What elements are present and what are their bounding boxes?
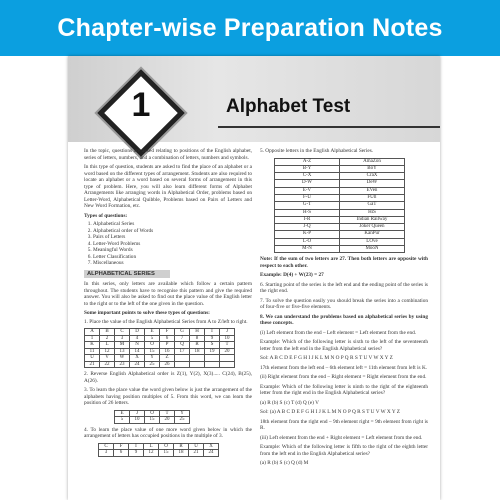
table-cell: F xyxy=(160,329,175,336)
table-cell: 18 xyxy=(174,450,189,457)
table-cell: J-Q xyxy=(275,224,340,231)
table-row xyxy=(275,246,405,253)
table-cell: LOve xyxy=(340,238,405,245)
table-cell: 12 xyxy=(100,348,115,355)
right-column xyxy=(260,148,428,470)
table-cell: FUll xyxy=(340,194,405,201)
table-cell: 5 xyxy=(145,335,160,342)
solution-sequence-1: Sol: A B C D E F G H I J K L M N O P Q R S T U V W X Y Z xyxy=(260,355,393,362)
table-row xyxy=(275,158,405,165)
table-cell: 24 xyxy=(130,361,145,368)
table-cell: I-R xyxy=(275,216,340,223)
table-cell: 10 xyxy=(220,335,235,342)
table-cell: C-X xyxy=(275,173,340,180)
table-row xyxy=(275,187,405,194)
table-cell: J xyxy=(220,329,235,336)
table-cell: 15 xyxy=(145,348,160,355)
solution-sequence-2: Sol: (a) A B C D E F G H I J K L M N O P Q R S T U V W X Y Z xyxy=(260,409,401,416)
table-cell: 18 xyxy=(190,348,205,355)
table-cell: 15 xyxy=(159,450,174,457)
table-cell: 25 xyxy=(175,417,190,424)
table-cell: C xyxy=(99,443,114,450)
table-row xyxy=(99,450,219,457)
table-cell: T xyxy=(160,410,175,417)
table-cell: G xyxy=(175,329,190,336)
table-cell: S xyxy=(205,342,220,349)
table-cell: W xyxy=(115,355,130,362)
list-item: 2. Alphabetical order of Words xyxy=(93,228,252,235)
left-column xyxy=(84,148,252,460)
table-cell: H xyxy=(190,329,205,336)
table-cell: HiS xyxy=(340,209,405,216)
list-item: 1. Alphabetical Series xyxy=(93,221,252,228)
table-cell: 19 xyxy=(205,348,220,355)
point-8: 8. We can understand the problems based on alphabetical series by using these concepts. xyxy=(260,313,428,327)
table-cell: KanPur xyxy=(340,231,405,238)
table-row xyxy=(85,361,235,368)
solution-text-2: 18th element from the right end – 9th element right = 9th element from right is R. xyxy=(260,418,428,432)
points-title: Some important points to solve these types of questions: xyxy=(84,310,210,316)
table-cell: A-Z xyxy=(275,158,340,165)
table-cell: L xyxy=(100,342,115,349)
options-2: (a) R (b) S (c) Q (d) M xyxy=(260,460,309,467)
table-cell: MooN xyxy=(340,246,405,253)
table-row xyxy=(275,202,405,209)
table-row xyxy=(275,238,405,245)
table-cell: T xyxy=(220,342,235,349)
list-item: 3. Pairs of Letters xyxy=(93,234,252,241)
table-cell: 25 xyxy=(145,361,160,368)
section-heading: ALPHABETICAL SERIES xyxy=(84,270,170,279)
table-cell: 14 xyxy=(130,348,145,355)
table-cell: 1 xyxy=(85,335,100,342)
table-cell: I xyxy=(129,443,144,450)
table-cell: B-Y xyxy=(275,165,340,172)
table-cell: 15 xyxy=(145,417,160,424)
table-cell: DeW xyxy=(340,180,405,187)
table-cell: H-S xyxy=(275,209,340,216)
chapter-title: Alphabet Test xyxy=(226,96,351,117)
opposite-letters-table xyxy=(274,158,405,254)
table-cell: I xyxy=(205,329,220,336)
table-row xyxy=(275,180,405,187)
point-5: 5. Opposite letters in the English Alphabetical Series. xyxy=(260,148,374,154)
table-cell: 21 xyxy=(189,450,204,457)
table-cell xyxy=(220,361,235,368)
table-cell: L-O xyxy=(275,238,340,245)
table-cell: J xyxy=(130,410,145,417)
table-cell: L xyxy=(144,443,159,450)
table-cell: O xyxy=(145,410,160,417)
list-item: 6. Letter Classification xyxy=(93,254,252,261)
table-cell: Joker Queen xyxy=(340,224,405,231)
point-7: 7. To solve the question easily you should break the series into a combination of four-five or five-five elements. xyxy=(260,297,428,311)
intro-paragraph-2: In this type of question, students are asked to find the place of an alphabet or a word based on the different types of arrangement. Students are also required to locate an alphabet or a word based on several forms of arrangement in this type of problem. Here, you will also learn different forms of Alphabet Arrangements like arranging words in Alphabetical Order, problems based on Letter-Word, Alphabetical Quibble, Problems based on Pairs of Letters and New Word Formation, etc. xyxy=(84,164,252,209)
list-item: 4. Letter-Word Problems xyxy=(93,241,252,248)
point-2: 2. Reverse English Alphabetical order is Z(1), Y(2), X(3)..... C(24), B(25), A(26). xyxy=(84,371,252,384)
table-cell: 26 xyxy=(160,361,175,368)
table-cell: GaT xyxy=(340,202,405,209)
point-1: 1. Place the value of the English Alphabetical Series from A to Z/left to right. xyxy=(84,318,248,325)
list-item: 7. Miscellaneous xyxy=(93,260,252,267)
concept-iii: (iii) Left element from the end + Right element = Left element from the end. xyxy=(260,434,423,441)
table-cell: 24 xyxy=(204,450,219,457)
table-cell: 13 xyxy=(115,348,130,355)
table-row xyxy=(275,216,405,223)
table-cell: 10 xyxy=(130,417,145,424)
table-cell: D-W xyxy=(275,180,340,187)
table-cell: 8 xyxy=(190,335,205,342)
table-cell: D xyxy=(130,329,145,336)
table-cell: 6 xyxy=(160,335,175,342)
table-cell: Q xyxy=(175,342,190,349)
note: Note: If the sum of two letters are 27. Then both letters are opposite with respect to each other. xyxy=(260,256,428,269)
concept-i: (i) Left element from the end – Left element = Left element from the end. xyxy=(260,329,417,336)
table-cell: F-U xyxy=(275,194,340,201)
table-cell: 6 xyxy=(114,450,129,457)
table-cell: Y xyxy=(175,410,190,417)
table-cell: X xyxy=(130,355,145,362)
alphabet-table xyxy=(84,328,235,368)
table-cell: 12 xyxy=(144,450,159,457)
table-cell: 7 xyxy=(175,335,190,342)
example-2: Example: Which of the following letter is sixth to the left of the seventeenth letter from the left end in the English Alphabetical series? xyxy=(260,339,428,352)
table-cell: Z xyxy=(160,355,175,362)
table-cell: R xyxy=(174,443,189,450)
example-3: Example: Which of the following letter is ninth to the right of the eighteenth letter from the right end in the English Alphabetical series? xyxy=(260,383,428,397)
table-cell: 23 xyxy=(115,361,130,368)
table-cell xyxy=(175,361,190,368)
table-cell: Indian Railway xyxy=(340,216,405,223)
table-cell: K-P xyxy=(275,231,340,238)
table-cell: E xyxy=(145,329,160,336)
chapter-number: 1 xyxy=(131,86,151,124)
table-row xyxy=(275,224,405,231)
table-cell: E-V xyxy=(275,187,340,194)
table-cell: Y xyxy=(145,355,160,362)
table-cell: AmaZon xyxy=(340,158,405,165)
example-4: Example: Which of the following letter is fifth to the right of the eighth letter from the left end in the English Alphabetical series? xyxy=(260,444,428,457)
types-list xyxy=(84,221,252,267)
series-paragraph: In this series, only letters are available which follow a certain pattern throughout. The students have to recognise this pattern and give the required answer. You will also be asked to find out the place value of the English letter to the right or to the left of the one given in the question. xyxy=(84,281,252,307)
concept-ii: (ii) Right element from the end – Right element = Right element from the end. xyxy=(260,374,427,381)
table-row xyxy=(275,165,405,172)
table-cell: 3 xyxy=(99,450,114,457)
table-cell: E xyxy=(115,410,130,417)
table-cell: 16 xyxy=(160,348,175,355)
options-1: (a) R (b) S (c) T (d) Q (e) V xyxy=(260,399,319,406)
point-6: 6. Starting point of the series is the left end and the ending point of the series is the right end. xyxy=(260,281,428,295)
table-cell: O xyxy=(159,443,174,450)
word-ejoty-table xyxy=(114,410,190,424)
table-cell: K xyxy=(85,342,100,349)
list-item: 5. Meaningful Words xyxy=(93,247,252,254)
table-cell: G-T xyxy=(275,202,340,209)
book-page xyxy=(68,56,440,500)
table-cell: M-N xyxy=(275,246,340,253)
example-1: Example: D(4) + W(23) = 27 xyxy=(260,272,324,279)
solution-text-1: 17th element from the left end – 6th element left = 11th element from left is K. xyxy=(260,364,428,371)
table-cell: 21 xyxy=(85,361,100,368)
table-cell: M xyxy=(115,342,130,349)
table-cell: F xyxy=(114,443,129,450)
table-cell: 17 xyxy=(175,348,190,355)
table-cell: 22 xyxy=(100,361,115,368)
table-row xyxy=(115,417,190,424)
table-cell: 20 xyxy=(220,348,235,355)
table-cell: 5 xyxy=(115,417,130,424)
table-cell: 20 xyxy=(160,417,175,424)
table-row xyxy=(275,231,405,238)
table-cell xyxy=(205,361,220,368)
table-cell: B xyxy=(100,329,115,336)
table-cell: U xyxy=(189,443,204,450)
word-cfilorux-table xyxy=(98,443,219,457)
table-cell: R xyxy=(190,342,205,349)
table-cell: BoY xyxy=(340,165,405,172)
title-underline xyxy=(218,126,440,128)
table-cell: EVen xyxy=(340,187,405,194)
table-cell xyxy=(190,361,205,368)
table-cell: U xyxy=(85,355,100,362)
table-cell: C xyxy=(115,329,130,336)
table-cell: A xyxy=(85,329,100,336)
table-row xyxy=(275,173,405,180)
table-cell: X xyxy=(204,443,219,450)
table-cell: N xyxy=(130,342,145,349)
table-cell: 4 xyxy=(130,335,145,342)
intro-paragraph-1: In the topic, questions are asked relating to positions of the English alphabet, series of letters, numbers, and a combination of letters, numbers and symbols. xyxy=(84,148,252,161)
table-row xyxy=(275,209,405,216)
table-cell: 2 xyxy=(100,335,115,342)
table-cell: 11 xyxy=(85,348,100,355)
table-row xyxy=(275,194,405,201)
chapter-header xyxy=(68,56,440,142)
banner-title: Chapter-wise Preparation Notes xyxy=(0,0,500,56)
table-cell: V xyxy=(100,355,115,362)
table-cell: P xyxy=(160,342,175,349)
table-cell: 9 xyxy=(129,450,144,457)
point-3: 3. To learn the place value the word given below is just the arrangement of the alphabets having position multiples of 5. From this word, we can learn the position of 26 letters. xyxy=(84,387,252,406)
table-cell: O xyxy=(145,342,160,349)
table-cell: 9 xyxy=(205,335,220,342)
table-cell: CraX xyxy=(340,173,405,180)
types-title: Types of questions: xyxy=(84,212,128,219)
point-4: 4. To learn the place value of one more word given below in which the arrangement of letters has occupied positions in the multiple of 3. xyxy=(84,426,252,439)
table-cell: 3 xyxy=(115,335,130,342)
